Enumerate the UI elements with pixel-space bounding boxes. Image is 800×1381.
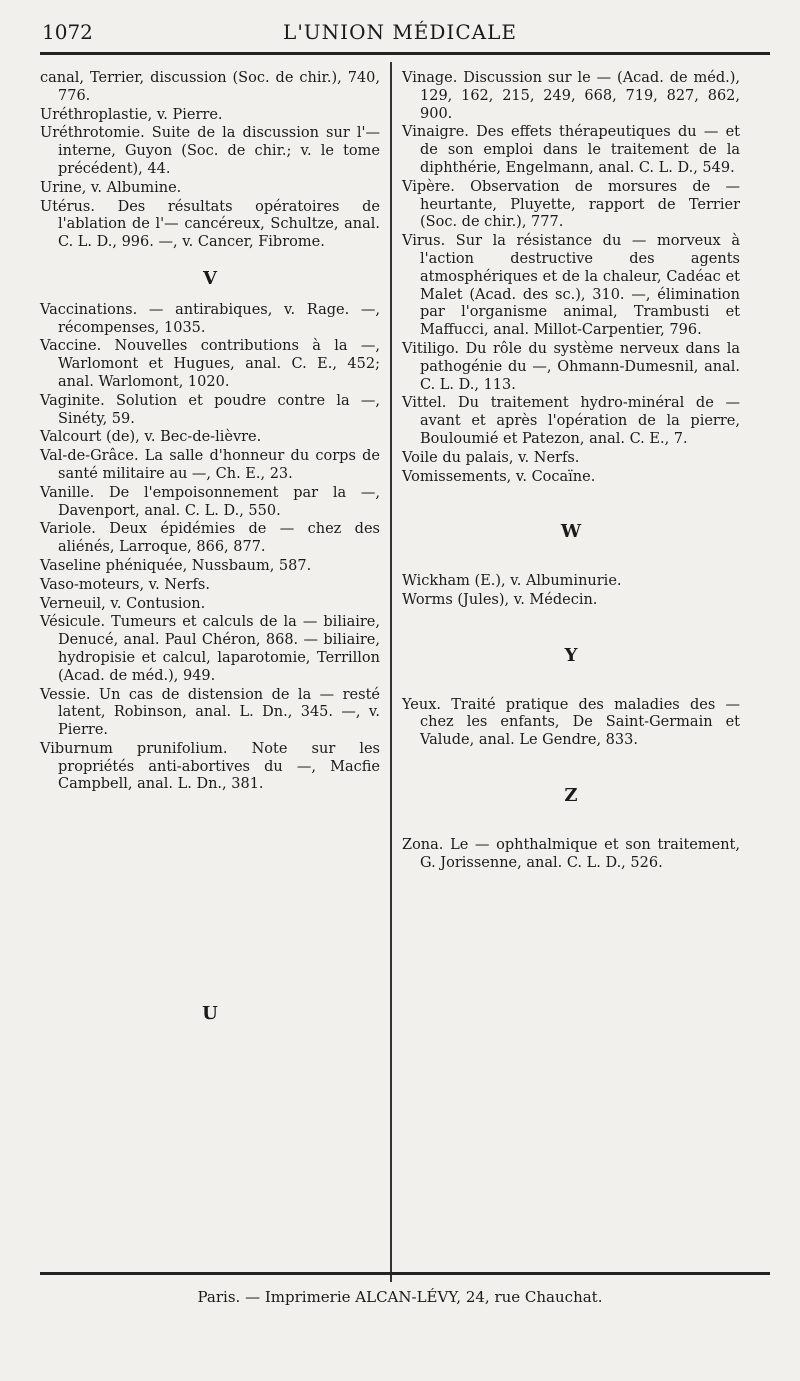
index-entry: Vaccinations. — antirabiques, v. Rage. —, récompenses, 1035. (40, 301, 380, 336)
index-entry: Wickham (E.), v. Albuminurie. (402, 573, 622, 590)
index-entry: Urine, v. Albumine. (40, 179, 182, 196)
index-entry: Verneuil, v. Contusion. (40, 595, 206, 612)
index-entry: Worms (Jules), v. Médecin. (402, 591, 598, 608)
section-letter-z: Z (564, 784, 578, 806)
index-entry: Virus. Sur la résistance du — morveux à l'action destructive des agents atmosphériques et de la chaleur, Cadéac et Malet (Acad. des sc.), 310. —, élimination par l'organisme animal, Trambusti et Maffucci, anal. Millot-Carpentier, 796. (402, 233, 740, 339)
index-entry: Uréthroplastie, v. Pierre. (40, 106, 223, 123)
index-entry: Yeux. Traité pratique des maladies des — chez les enfants, De Saint-Germain et Valude, anal. Le Gendre, 833. (402, 696, 740, 749)
index-entry: Viburnum prunifolium. Note sur les propriétés anti-abortives du —, Macfie Campbell, anal. L. Dn., 381. (40, 740, 380, 793)
index-entry: Uréthrotomie. Suite de la discussion sur l'— interne, Guyon (Soc. de chir.; v. le tome précédent), 44. (40, 125, 380, 177)
section-letter-w: W (560, 521, 582, 543)
index-entry: Vésicule. Tumeurs et calculs de la — biliaire, Denucé, anal. Paul Chéron, 868. — biliaire, hydropisie et calcul, laparotomie, Terrillon (Acad. de méd.), 949. (40, 614, 380, 684)
index-entry: Vomissements, v. Cocaïne. (402, 468, 596, 485)
index-entry: Vittel. Du traitement hydro-minéral de — avant et après l'opération de la pierre, Bouloumié et Patezon, anal. C. E., 7. (402, 395, 740, 447)
index-entry: Vaccine. Nouvelles contributions à la —, Warlomont et Hugues, anal. C. E., 452; anal. Warlomont, 1020. (40, 338, 380, 390)
right-column (402, 70, 740, 873)
section-letter-v: V (203, 267, 217, 289)
running-head (40, 18, 760, 48)
index-entry: canal, Terrier, discussion (Soc. de chir.), 740, 776. (40, 70, 380, 104)
index-entry: Utérus. Des résultats opératoires de l'ablation de l'— cancéreux, Schultze, anal. C. L. D., 996. —, v. Cancer, Fibrome. (40, 198, 380, 251)
index-entry: Zona. Le — ophthalmique et son traitement, G. Jorissenne, anal. C. L. D., 526. (402, 836, 740, 871)
header-rule (40, 52, 770, 55)
footer-rule (40, 1272, 770, 1275)
index-entry: Vinaigre. Des effets thérapeutiques du — et de son emploi dans le traitement de la diphthérie, Engelmann, anal. C. L. D., 549. (402, 124, 740, 176)
index-entry: Variole. Deux épidémies de — chez des aliénés, Larroque, 866, 877. (40, 521, 380, 556)
index-entry: Vanille. De l'empoisonnement par la —, Davenport, anal. C. L. D., 550. (40, 484, 380, 519)
column-divider (390, 62, 392, 1282)
index-entry: Vaseline phéniquée, Nussbaum, 587. (40, 557, 312, 574)
section-letter-u: U (202, 1003, 218, 1025)
index-entry: Valcourt (de), v. Bec-de-lièvre. (40, 429, 262, 446)
index-entry: Vaginite. Solution et poudre contre la —, Sinéty, 59. (40, 392, 380, 427)
index-entry: Vessie. Un cas de distension de la — resté latent, Robinson, anal. L. Dn., 345. —, v. Pierre. (40, 686, 380, 739)
index-entry: Vipère. Observation de morsures de — heurtante, Pluyette, rapport de Terrier (Soc. de chir.), 777. (402, 178, 740, 231)
section-letter-y: Y (564, 644, 578, 666)
index-entry: Vaso-moteurs, v. Nerfs. (40, 576, 210, 593)
printer-imprint: Paris. — Imprimerie ALCAN-LÉVY, 24, rue Chauchat. (197, 1288, 603, 1306)
journal-title: L'UNION MÉDICALE (283, 20, 517, 44)
index-entry: Val-de-Grâce. La salle d'honneur du corps de santé militaire au —, Ch. E., 23. (40, 448, 380, 482)
left-column (40, 70, 380, 1037)
index-entry: Voile du palais, v. Nerfs. (402, 449, 580, 466)
index-entry: Vitiligo. Du rôle du système nerveux dans la pathogénie du —, Ohmann-Dumesnil, anal. C. L. D., 113. (402, 340, 740, 393)
index-entry: Vinage. Discussion sur le — (Acad. de méd.), 129, 162, 215, 249, 668, 719, 827, 862, 900. (402, 70, 740, 122)
page-number: 1072 (42, 20, 93, 44)
